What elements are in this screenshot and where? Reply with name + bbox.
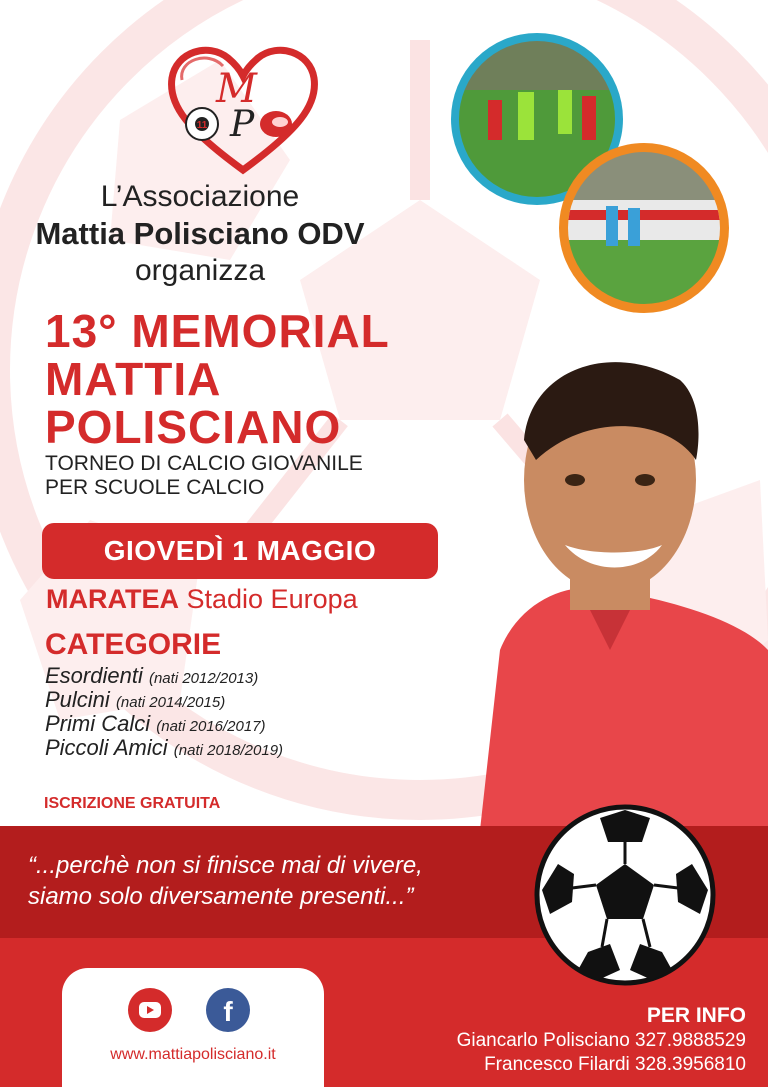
logo-ball-number: 11	[196, 120, 208, 131]
event-date-badge	[42, 523, 438, 579]
subtitle-line-2: PER SCUOLE CALCIO	[45, 476, 265, 499]
registration-note: ISCRIZIONE GRATUITA	[44, 795, 221, 812]
category-years: (nati 2016/2017)	[156, 718, 266, 735]
category-years: (nati 2012/2013)	[148, 670, 259, 687]
organizer-name: Mattia Polisciano ODV	[35, 216, 365, 251]
youtube-icon[interactable]	[128, 988, 172, 1032]
category-item	[45, 736, 283, 763]
category-name: Pulcini	[45, 687, 110, 712]
category-name: Piccoli Amici	[45, 735, 168, 760]
header-line-3: organizza	[134, 254, 266, 287]
heart-mp-logo-icon	[168, 40, 318, 175]
event-date: GIOVEDÌ 1 MAGGIO	[103, 535, 377, 566]
website-link[interactable]: www.mattiapolisciano.it	[110, 1046, 276, 1063]
title-line-3: POLISCIANO	[45, 401, 342, 453]
event-venue	[46, 584, 358, 615]
svg-text:P: P	[230, 104, 255, 145]
soccer-ball-icon	[532, 802, 718, 988]
title-line-2: MATTIA	[45, 353, 222, 405]
quote-line-1: “...perchè non si finisce mai di vivere,	[28, 852, 423, 879]
match-photo-2	[556, 140, 732, 316]
event-city: MARATEA	[46, 584, 179, 614]
subtitle-line-1: TORNEO DI CALCIO GIOVANILE	[45, 452, 363, 475]
contact-line: Francesco Filardi 328.3956810	[484, 1054, 746, 1075]
category-name: Esordienti	[45, 663, 143, 688]
svg-text:M: M	[216, 66, 257, 112]
category-years: (nati 2014/2015)	[115, 694, 226, 711]
boy-portrait	[440, 350, 768, 830]
svg-text:f: f	[223, 996, 233, 1027]
quote-line-2: siamo solo diversamente presenti...”	[28, 883, 414, 910]
event-stadium: Stadio Europa	[186, 584, 358, 614]
category-years: (nati 2018/2019)	[173, 742, 284, 759]
facebook-icon[interactable]	[206, 988, 250, 1032]
title-line-1: 13° MEMORIAL	[45, 305, 390, 357]
categories-title: CATEGORIE	[45, 628, 222, 661]
category-name: Primi Calci	[45, 711, 151, 736]
info-title: PER INFO	[646, 1004, 746, 1027]
social-card	[62, 968, 324, 1087]
contact-line: Giancarlo Polisciano 327.9888529	[456, 1030, 746, 1051]
header-line-1: L’Associazione	[100, 180, 300, 213]
